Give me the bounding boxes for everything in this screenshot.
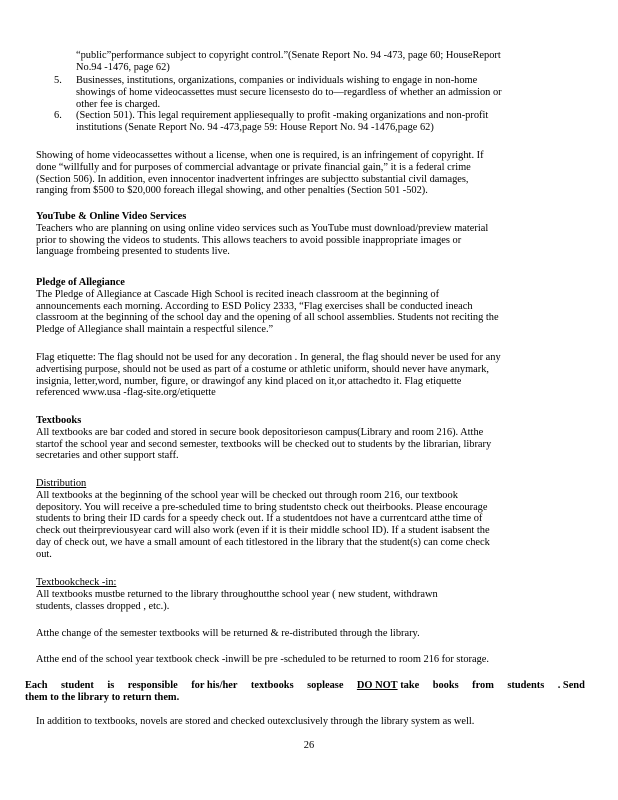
text-line: other fee is charged.	[76, 98, 161, 110]
text-line: Showing of home videocassettes without a license, when one is required, is an infringement of copyright. If	[36, 150, 484, 161]
distribution-section	[36, 478, 582, 561]
showing-paragraph	[36, 150, 582, 197]
note-word: soplease	[307, 680, 344, 691]
note-word: take	[400, 680, 420, 691]
list-number: 6.	[54, 110, 62, 122]
text-line: out.	[36, 548, 52, 560]
text-line: day of check out, we have a small amount of each titlestored in the library that the student(s) can come check	[36, 536, 490, 548]
note-word: responsible	[127, 680, 178, 691]
numbered-list	[54, 75, 586, 134]
section-heading: Textbooks	[36, 415, 82, 426]
section-heading: Pledge of Allegiance	[36, 277, 125, 288]
text-line: The Pledge of Allegiance at Cascade High School is recited ineach classroom at the beginning of	[36, 288, 440, 300]
page-number: 26	[303, 740, 315, 751]
textbooks-section	[36, 415, 582, 462]
text-line: In addition to textbooks, novels are stored and checked outexclusively through the library system as well.	[36, 716, 475, 727]
note-word: students	[507, 680, 545, 691]
text-line: Teachers who are planning on using online video services such as YouTube must download/preview material	[36, 222, 489, 234]
text-line: All textbooks mustbe returned to the library throughoutthe school year ( new student, withdrawn	[36, 588, 438, 600]
semester-paragraph	[36, 628, 582, 640]
list-number: 5.	[54, 75, 62, 86]
text-line: institutions (Senate Report No. 94 -473,page 59: House Report No. 94 -1476,page 62)	[76, 122, 434, 134]
section-heading: YouTube & Online Video Services	[36, 211, 187, 222]
end-of-year-paragraph	[36, 654, 582, 666]
list-item	[54, 110, 586, 134]
checkin-section	[36, 577, 582, 612]
text-line: startof the school year and second semester, textbooks will be checked out to students by the librarian, library	[36, 438, 492, 450]
flag-etiquette-paragraph	[36, 352, 582, 399]
note-emphasis: DO NOT	[356, 680, 398, 691]
text-line: referenced www.usa -flag-site.org/etiquette	[36, 387, 216, 399]
note-word: from	[472, 680, 494, 691]
pledge-section	[36, 277, 582, 336]
note-word: books	[432, 680, 459, 691]
note-word: Each	[25, 680, 48, 691]
text-line: Pledge of Allegiance shall maintain a respectful silence.”	[36, 324, 274, 336]
responsibility-note	[25, 680, 585, 704]
text-line: (Section 501). This legal requirement appliesequally to profit -making organizations and non-profit	[76, 110, 489, 122]
text-line: insignia, letter,word, number, figure, or drawingof any kind placed on it,or attachedto it. Flag etiquette	[36, 375, 462, 387]
text-line: students, classes dropped , etc.).	[36, 600, 170, 612]
text-line: check out theirpreviousyear card will also work (even if it is their middle school ID). If a student isabsent the	[36, 525, 490, 537]
text-line: prior to showing the videos to students. This allows teachers to avoid possible inappropriate images or	[36, 234, 462, 246]
text-line: All textbooks at the beginning of the school year will be checked out through room 216, our textbook	[36, 489, 458, 501]
note-word: textbooks	[250, 680, 294, 691]
text-line: them to the library to return them.	[25, 691, 180, 703]
text-line: depository. You will receive a pre-scheduled time to bring studentsto check out theirbooks. Please encourage	[36, 501, 488, 513]
section-heading: Textbookcheck -in:	[36, 577, 117, 588]
text-line: showings of home videocassettes must secure licensesto do to—regardless of whether an admission or	[76, 86, 502, 98]
text-line: students to bring their ID cards for a speedy check out. If a studentdoes not have a currentcard atthe time of	[36, 513, 483, 525]
text-line: announcements each morning. According to ESD Policy 2333, “Flag exercises shall be conducted ineach	[36, 300, 473, 312]
text-line: language frombeing presented to students live.	[36, 246, 230, 258]
list-continuation	[76, 50, 586, 74]
text-line: Flag etiquette: The flag should not be used for any decoration . In general, the flag should never be used for any	[36, 352, 501, 363]
text-line: (Section 506). In addition, even innocentor inadvertent infringes are subjectto substantial civil damages,	[36, 173, 469, 185]
text-line: secretaries and other support staff.	[36, 450, 179, 462]
note-word: student	[60, 680, 94, 691]
text-line: “public”performance subject to copyright control.”(Senate Report No. 94 -473, page 60; HouseReport	[76, 50, 501, 61]
text-line: ranging from $500 to $20,000 foreach illegal showing, and other penalties (Section 501 -502).	[36, 185, 428, 197]
text-line: done “willfully and for purposes of commercial advantage or private financial gain,” it is a federal crime	[36, 161, 471, 173]
note-word: for his/her	[191, 680, 238, 691]
youtube-section	[36, 211, 582, 258]
text-line: classroom at the beginning of the school day and the opening of all school assemblies. Students not reciting the	[36, 312, 499, 324]
note-word: . Send	[557, 680, 585, 691]
list-item	[54, 75, 586, 110]
novels-paragraph	[36, 716, 582, 728]
text-line: advertising purpose, should not be used as part of a costume or athletic uniform, should never have anymark,	[36, 363, 490, 375]
text-line: No.94 -1476, page 62)	[76, 61, 170, 73]
text-line: Atthe change of the semester textbooks will be returned & re-distributed through the library.	[36, 628, 420, 639]
section-heading: Distribution	[36, 478, 87, 489]
text-line: Atthe end of the school year textbook check -inwill be pre -scheduled to be returned to room 216 for storage.	[36, 654, 490, 665]
text-line: All textbooks are bar coded and stored in secure book depositorieson campus(Library and room 216). Atthe	[36, 426, 484, 438]
note-word: is	[107, 680, 115, 691]
text-line: Businesses, institutions, organizations, companies or individuals wishing to engage in non-home	[76, 75, 478, 86]
